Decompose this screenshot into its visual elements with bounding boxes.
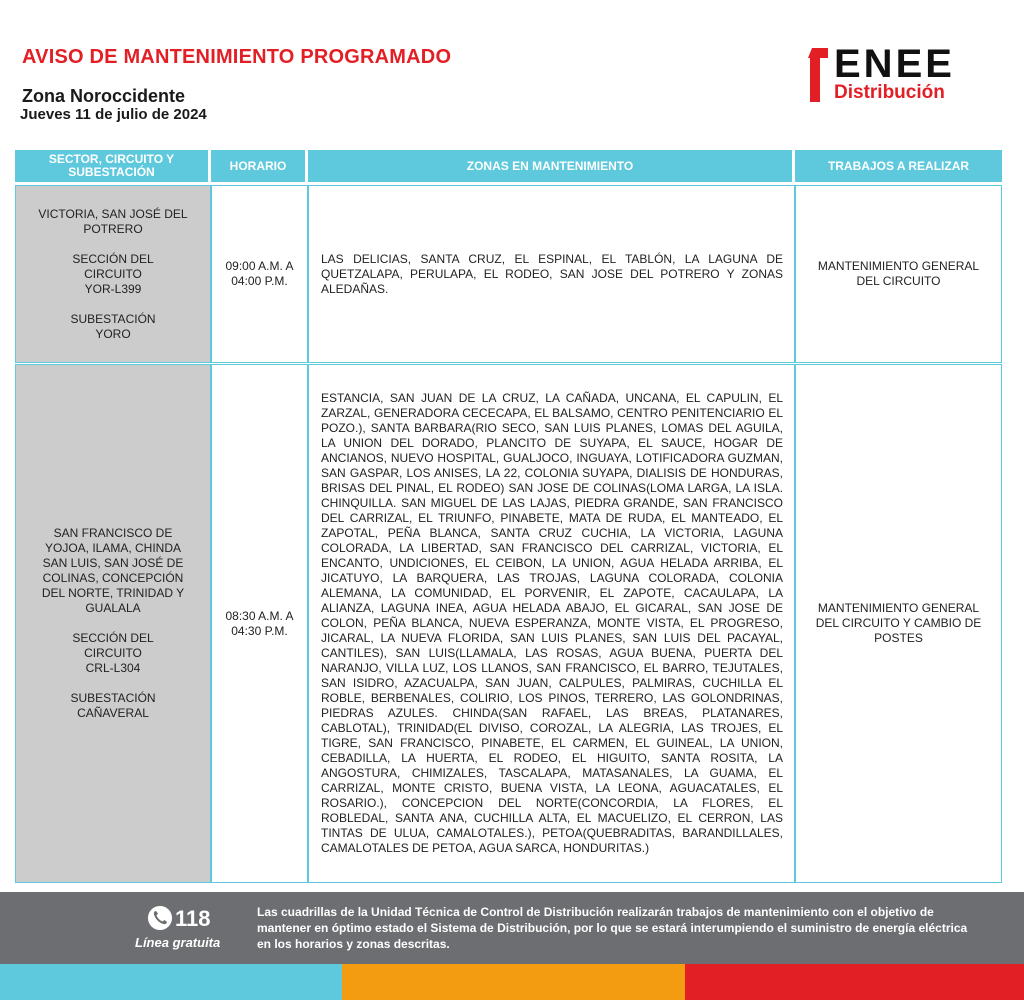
table-row-2-sector-cell xyxy=(15,364,211,883)
circuit-code: CRL-L304 xyxy=(85,661,141,675)
page-title: AVISO DE MANTENIMIENTO PROGRAMADO xyxy=(22,46,452,68)
logo-subtitle: Distribución xyxy=(834,82,945,103)
section-label: SECCIÓN DEL CIRCUITO xyxy=(72,251,154,281)
substation-label: SUBESTACIÓN xyxy=(70,691,156,705)
table-row-1-work: MANTENIMIENTO GENERAL DEL CIRCUITO xyxy=(795,185,1002,363)
hotline-label: Línea gratuita xyxy=(135,935,221,950)
column-header-work: TRABAJOS A REALIZAR xyxy=(795,150,1002,182)
substation-name: CAÑAVERAL xyxy=(77,706,149,720)
table-row-2-zones xyxy=(308,364,795,883)
table-row-1-schedule: 09:00 A.M. A 04:00 P.M. xyxy=(211,185,308,363)
table-row-2-schedule: 08:30 A.M. A 04:30 P.M. xyxy=(211,364,308,883)
sector-name: VICTORIA, SAN JOSÉ DEL POTRERO xyxy=(38,206,188,236)
substation-label: SUBESTACIÓN xyxy=(70,311,156,326)
enee-logo-icon xyxy=(808,48,828,102)
column-header-sector: SECTOR, CIRCUITO Y SUBESTACIÓN xyxy=(15,150,208,182)
zones-text: ESTANCIA, SAN JUAN DE LA CRUZ, LA CAÑADA, UNCANA, EL CAPULIN, EL ZARZAL, GENERADORA CECECAPA, EL BALSAMO, CENTRO PENITENCIARIO EL POZO.), SANTA BARBARA(RIO SECO, SAN LUIS PLANES, LOMAS DEL AGUILA, LA UNION DEL DORADO, PLANCITO DE SUYAPA, EL SAUCE, HOGAR DE ANCIANOS, NUEVO HOSPITAL, GUALJOCO, INGUAYA, LOTIFICADORA GUZMAN, SAN GASPAR, LOS ANISES, LA 22, COLONIA SUYAPA, DIALISIS DE HONDURAS, BRISAS DEL PINAL, EL RODEO) SAN JOSE DE COLINAS(LOMA LARGA, LA ISLA. CHINQUILLA. SAN MIGUEL DE LAS LAJAS, PIEDRA GRANDE, SAN FRANCISCO DEL CARRIZAL, EL TRIUNFO, PINABETE, MATA DE RUDA, EL MANTEADO, EL ZAPOTAL, PEÑA BLANCA, SANTA CRUZ CUCHIA, LA VICTORIA, LAGUNA COLORADA, LA LIBERTAD, SAN FRANCISCO DEL CARRIZAL, VICTORIA, EL ENCANTO, UNDICIONES, EL CEIBON, LA UNION, AGUA HELADA ARRIBA, EL JICATUYO, LA BARQUERA, LAS TROJAS, LAGUNA COLORADA, COLONIA ALEMANA, LA COMUNIDAD, EL PORVENIR, EL ZAPOTE, CACAULAPA, LA ALIANZA, LAGUNA INEA, AGUA HELADA ABAJO, EL GICARAL, SAN JOSE DE COLON, PEÑA BLANCA, NUEVA ESPERANZA, MONTE VISTA, EL PROGRESO, JICARAL, LA NUEVA FLORIDA, SAN LUIS PLANES, SAN LUIS DEL PACAYAL, CANTILES), SAN LUIS(LLAMALA, LAS ROSAS, AGUA BUENA, PUERTA DEL NARANJO, VILLA LUZ, LOS LLANOS, SAN FRANCISCO, EL BARRO, TEJUTALES, SAN ISIDRO, AZACUALPA, SAN JUAN, CALPULES, PALMIRAS, CUCHILLA EL ROBLE, BERBENALES, COLIRIO, LOS PINOS, TERRERO, LAS GOLONDRINAS, PIEDRAS AZULES. CHINDA(SAN RAFAEL, LAS BREAS, PLATANARES, CABLOTAL), TRINIDAD(EL DIVISO, COROZAL, LA ALEGRIA, LAS TROJES, EL TIGRE, SAN FRANCISCO, PINABETE, EL CARMEN, EL GUINEAL, LA UNION, CEBADILLA, LA HUERTA, EL RODEO, EL HIGUITO, SANTA ROSITA, LA ANGOSTURA, CHIMIZALES, TASCALAPA, MATASANALES, LA GUAMA, EL CARRIZAL, MONTE CRISTO, BUENA VISTA, LA LEONA, AGUACATALES, EL ROSARIO.), CONCEPCION DEL NORTE(CONCORDIA, LA FLORES, EL ROBLEDAL, SANTA ANA, CUCHILLA ALTA, EL MACUELIZO, EL CERRON, LAS TINTAS DE ULUA, CAMALOTALES.), PETOA(QUEBRADITAS, BARANDILLALES, CAMALOTALES DE PETOA, AGUA SARCA, HONDURITAS.) xyxy=(321,391,783,855)
enee-logo xyxy=(804,44,994,106)
zones-text: LAS DELICIAS, SANTA CRUZ, EL ESPINAL, EL TABLÓN, LA LAGUNA DE QUETZALAPA, PERULAPA, EL RODEO, SAN JOSE DEL POTRERO Y ZONAS ALEDAÑAS. xyxy=(321,251,783,296)
table-row-1-sector-cell xyxy=(15,185,211,363)
table-row-1-zones xyxy=(308,185,795,363)
hotline-number: 118 xyxy=(175,906,211,931)
notice-date: Jueves 11 de julio de 2024 xyxy=(20,106,207,123)
logo-wordmark: ENEE xyxy=(834,42,955,86)
column-header-schedule: HORARIO xyxy=(211,150,305,182)
substation-name: YORO xyxy=(95,326,131,341)
phone-icon xyxy=(148,906,172,930)
table-row-2-work: MANTENIMIENTO GENERAL DEL CIRCUITO Y CAMBIO DE POSTES xyxy=(795,364,1002,883)
column-header-zones: ZONAS EN MANTENIMIENTO xyxy=(308,150,792,182)
circuit-code: YOR-L399 xyxy=(84,281,142,296)
footer-message: Las cuadrillas de la Unidad Técnica de Control de Distribución realizarán trabajos de mantenimiento con el objetivo de mantener en óptimo estado el Sistema de Distribución, por lo que se estará interumpiendo el suministro de energía eléctrica en los horarios y zonas descritas. xyxy=(257,905,968,951)
color-band-orange xyxy=(342,964,685,1000)
section-label: SECCIÓN DEL CIRCUITO xyxy=(72,631,154,660)
color-band-blue xyxy=(0,964,342,1000)
color-band-red xyxy=(685,964,1024,1000)
zone-name: Zona Noroccidente xyxy=(22,86,186,106)
sector-name: SAN FRANCISCO DE YOJOA, ILAMA, CHINDA SAN LUIS, SAN JOSÉ DE COLINAS, CONCEPCIÓN DEL NORTE, TRINIDAD Y GUALALA xyxy=(41,526,185,615)
